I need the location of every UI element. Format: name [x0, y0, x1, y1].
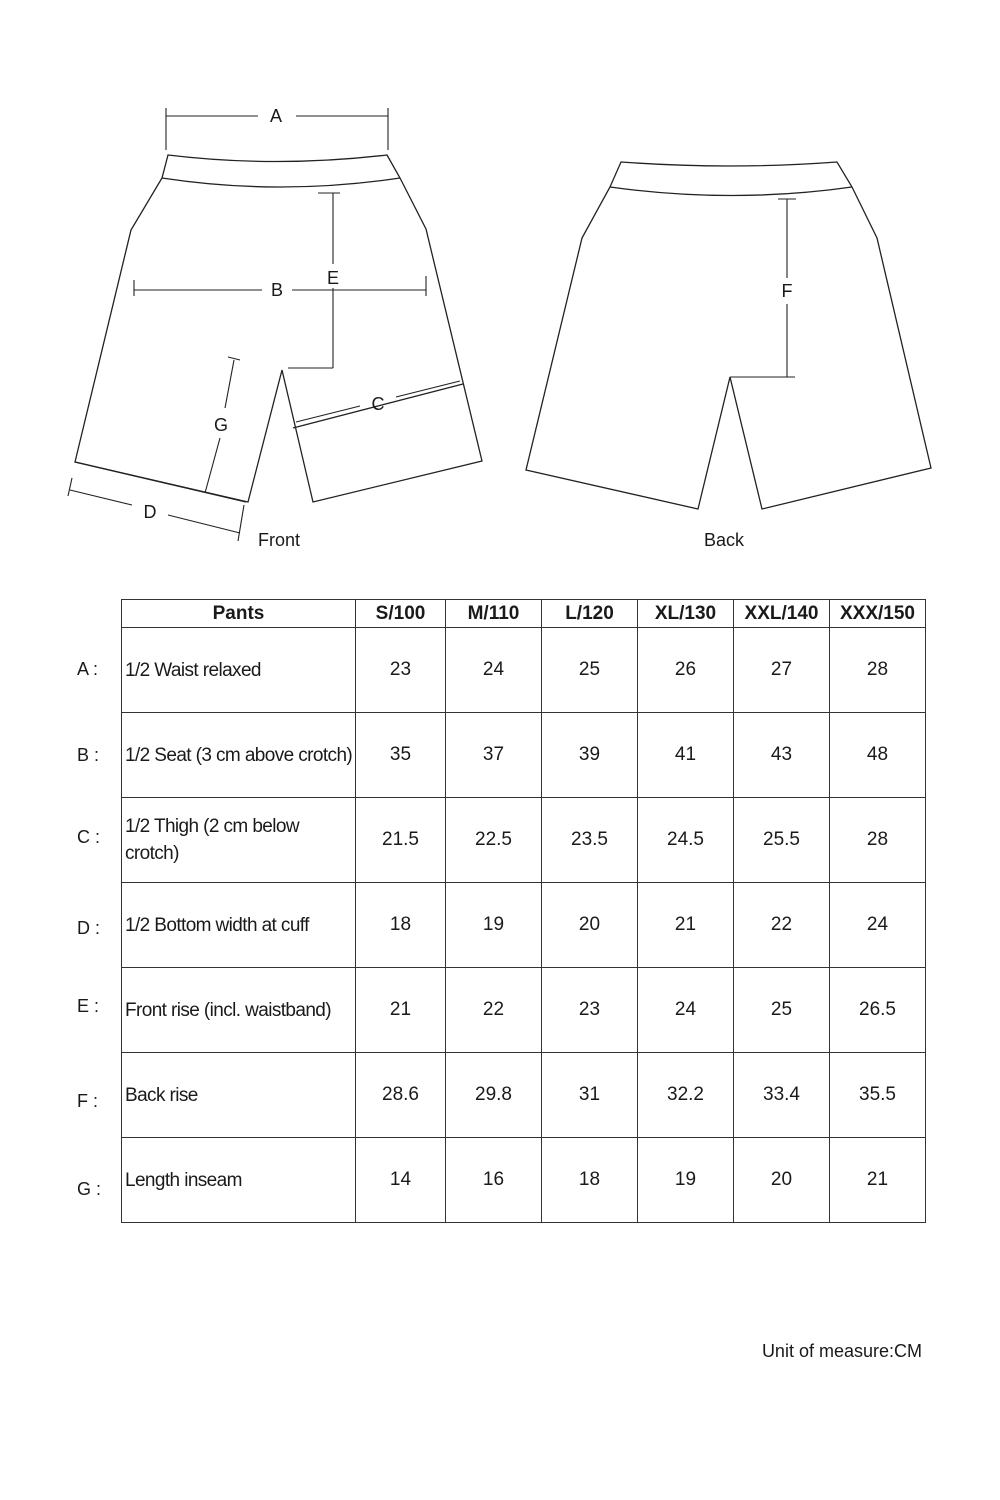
- table-cell: 21: [356, 968, 446, 1053]
- table-cell: 20: [542, 883, 638, 968]
- table-cell: 22: [734, 883, 830, 968]
- table-cell: 19: [638, 1138, 734, 1223]
- table-cell: 18: [542, 1138, 638, 1223]
- row-key-e: E :: [77, 996, 100, 1016]
- table-cell: 43: [734, 713, 830, 798]
- row-key-g: G :: [77, 1179, 102, 1199]
- dimension-d: [68, 478, 244, 541]
- table-cell: 23: [542, 968, 638, 1053]
- table-row: [122, 968, 926, 1053]
- table-cell: 23.5: [542, 798, 638, 883]
- table-cell: 23: [356, 628, 446, 713]
- table-cell: 28.6: [356, 1053, 446, 1138]
- shorts-diagram: [0, 0, 1000, 560]
- row-label: Length inseam: [122, 1138, 356, 1223]
- row-key-b: B :: [77, 745, 100, 765]
- header-size: XXX/150: [830, 600, 926, 628]
- table-cell: 25.5: [734, 798, 830, 883]
- table-cell: 14: [356, 1138, 446, 1223]
- table-row: [122, 798, 926, 883]
- table-cell: 24: [446, 628, 542, 713]
- table-row: [122, 1138, 926, 1223]
- table-cell: 35.5: [830, 1053, 926, 1138]
- table-cell: 21.5: [356, 798, 446, 883]
- header-size: XL/130: [638, 600, 734, 628]
- back-waistband-seam: [610, 187, 852, 196]
- dimension-e: [288, 193, 340, 368]
- row-key-a: A :: [77, 659, 99, 679]
- table-cell: 19: [446, 883, 542, 968]
- table-cell: 37: [446, 713, 542, 798]
- table-cell: 48: [830, 713, 926, 798]
- back-caption: Back: [704, 530, 745, 550]
- dimension-b: [134, 276, 426, 300]
- table-row: [122, 1053, 926, 1138]
- table-cell: 31: [542, 1053, 638, 1138]
- front-view: [68, 106, 482, 550]
- front-left-hem-line: [75, 462, 246, 502]
- table-row: [122, 883, 926, 968]
- row-label: 1/2 Bottom width at cuff: [122, 883, 356, 968]
- table-cell: 21: [638, 883, 734, 968]
- label-c: C: [371, 394, 385, 414]
- table-cell: 22.5: [446, 798, 542, 883]
- label-e: E: [326, 268, 340, 288]
- table-cell: 28: [830, 798, 926, 883]
- row-key-f: F :: [77, 1091, 98, 1111]
- table-row: [122, 713, 926, 798]
- label-a: A: [269, 106, 283, 126]
- unit-of-measure-note: Unit of measure:CM: [761, 1341, 922, 1361]
- dimension-f: [730, 199, 796, 377]
- dimension-a: [166, 106, 388, 150]
- row-key-d: D :: [77, 918, 101, 938]
- size-chart-table: [121, 599, 926, 1223]
- header-size: M/110: [446, 600, 542, 628]
- table-cell: 18: [356, 883, 446, 968]
- table-cell: 27: [734, 628, 830, 713]
- table-cell: 21: [830, 1138, 926, 1223]
- table-cell: 35: [356, 713, 446, 798]
- table-cell: 26.5: [830, 968, 926, 1053]
- row-label: 1/2 Waist relaxed: [122, 628, 356, 713]
- dimension-c: [296, 381, 460, 422]
- table-cell: 26: [638, 628, 734, 713]
- row-label: Back rise: [122, 1053, 356, 1138]
- front-waistband-seam: [162, 178, 400, 187]
- table-cell: 41: [638, 713, 734, 798]
- table-cell: 28: [830, 628, 926, 713]
- table-cell: 33.4: [734, 1053, 830, 1138]
- front-outline: [75, 155, 482, 502]
- back-outline: [526, 162, 931, 509]
- label-f: F: [781, 281, 793, 301]
- table-cell: 39: [542, 713, 638, 798]
- table-cell: 25: [542, 628, 638, 713]
- table-cell: 24: [638, 968, 734, 1053]
- header-size: S/100: [356, 600, 446, 628]
- header-pants: Pants: [122, 600, 356, 628]
- row-label: Front rise (incl. waistband): [122, 968, 356, 1053]
- header-size: XXL/140: [734, 600, 830, 628]
- label-g: G: [213, 415, 229, 435]
- table-cell: 16: [446, 1138, 542, 1223]
- row-label: 1/2 Seat (3 cm above crotch): [122, 713, 356, 798]
- table-header-row: [122, 600, 926, 628]
- row-label: 1/2 Thigh (2 cm below crotch): [122, 798, 356, 883]
- label-d: D: [143, 502, 157, 522]
- back-view: [526, 162, 931, 550]
- header-size: L/120: [542, 600, 638, 628]
- table-cell: 29.8: [446, 1053, 542, 1138]
- table-cell: 32.2: [638, 1053, 734, 1138]
- table-cell: 24: [830, 883, 926, 968]
- table-row: [122, 628, 926, 713]
- table-cell: 25: [734, 968, 830, 1053]
- table-cell: 20: [734, 1138, 830, 1223]
- label-b: B: [270, 280, 284, 300]
- dimension-g: [205, 357, 240, 493]
- table-cell: 22: [446, 968, 542, 1053]
- row-key-c: C :: [77, 827, 101, 847]
- table-cell: 24.5: [638, 798, 734, 883]
- front-caption: Front: [258, 530, 301, 550]
